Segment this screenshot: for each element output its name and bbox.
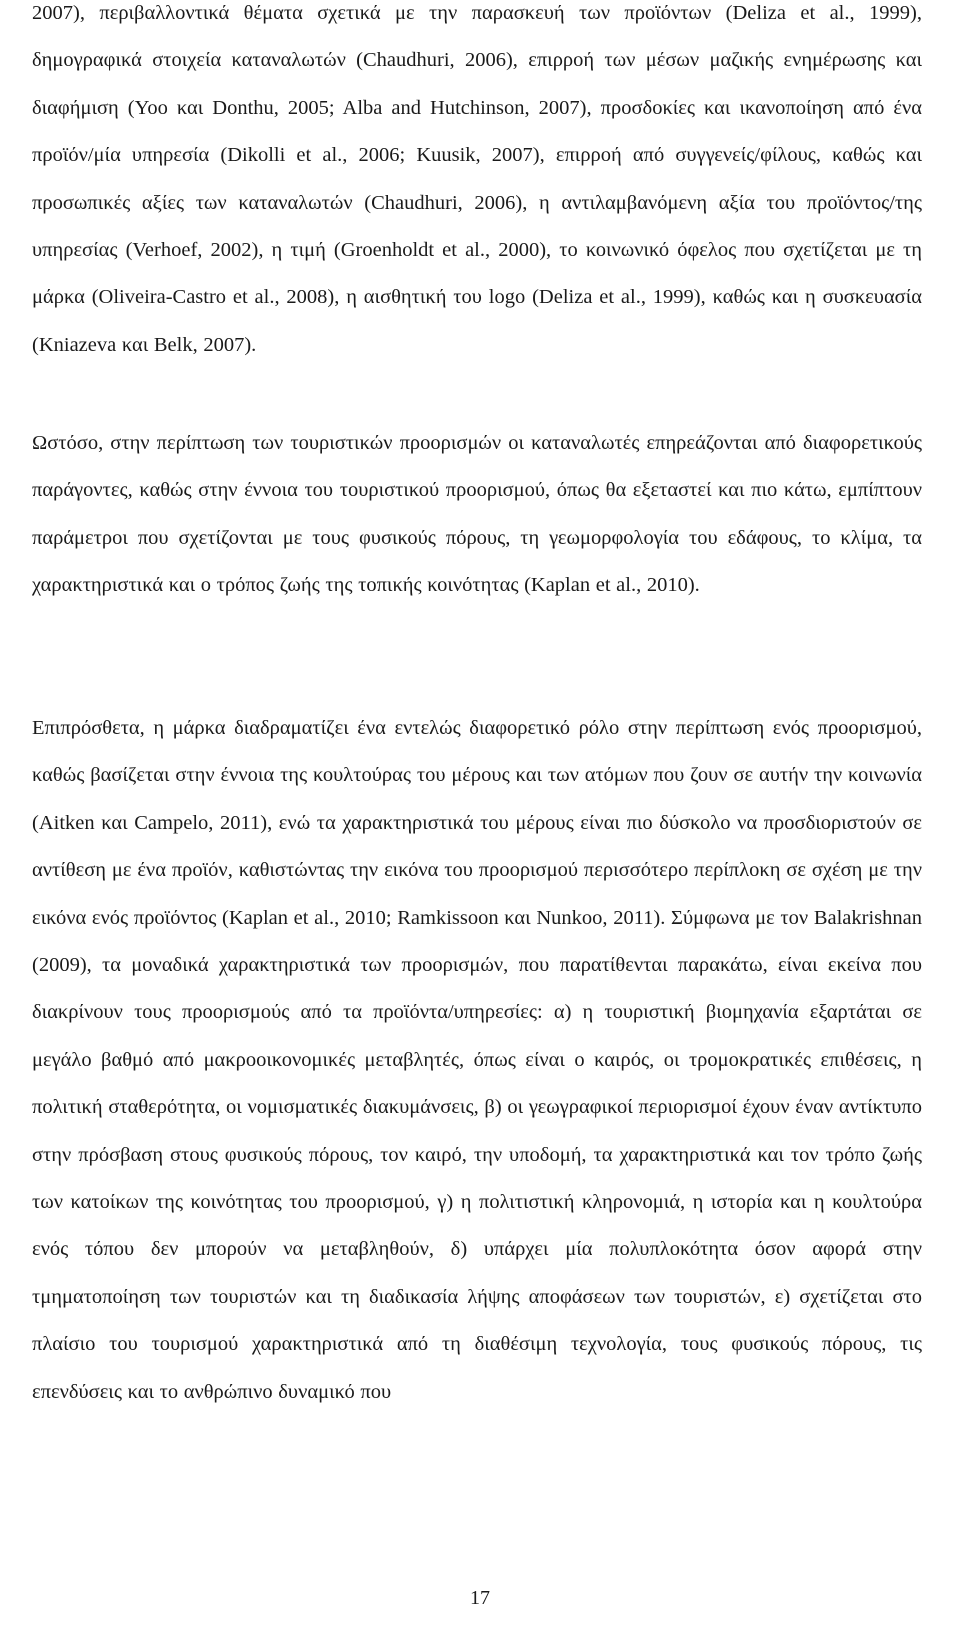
paragraph-consumer-factors: 2007), περιβαλλοντικά θέματα σχετικά με την παρασκευή των προϊόντων (Deliza et al., 1999), δημογραφικά στοιχεία καταναλωτών (Chaudhuri, 2006), επιρροή των μέσων μαζικής ενημέρωσης και διαφήμιση (Yoo και Donthu, 2005; Alba and Hutchinson, 2007), προσδοκίες και ικανοποίηση από ένα προϊόν/μία υπηρεσία (Dikolli et al., 2006; Kuusik, 2007), επιρροή από συγγενείς/φίλους, καθώς και προσωπικές αξίες των καταναλωτών (Chaudhuri, 2006), η αντιλαμβανόμενη αξία του προϊόντος/της υπηρεσίας (Verhoef, 2002), η τιμή (Groenholdt et al., 2000), το κοινωνικό όφελος που σχετίζεται με τη μάρκα (Oliveira-Castro et al., 2008), η αισθητική του logo (Deliza et al., 1999), καθώς και η συσκευασία (Kniazeva και Belk, 2007). xyxy=(32,2,922,356)
paragraph-destination-brand: Επιπρόσθετα, η μάρκα διαδραματίζει ένα εντελώς διαφορετικό ρόλο στην περίπτωση ενός προορισμού, καθώς βασίζεται στην έννοια της κουλτούρας του μέρους και των ατόμων που ζουν σε αυτήν την κοινωνία (Aitken και Campelo, 2011), ενώ τα χαρακτηριστικά του μέρους είναι πιο δύσκολο να προσδιοριστούν σε αντίθεση με ένα προϊόν, καθιστώντας την εικόνα του προορισμού περισσότερο περίπλοκη σε σχέση με την εικόνα ενός προϊόντος (Kaplan et al., 2010; Ramkissoon και Nunkoo, 2011). Σύμφωνα με τον Balakrishnan (2009), τα μοναδικά χαρακτηριστικά των προορισμών, που παρατίθενται παρακάτω, είναι εκείνα που διακρίνουν τους προορισμούς από τα προϊόντα/υπηρεσίες: α) η τουριστική βιομηχανία εξαρτάται σε μεγάλο βαθμό από μακροοικονομικές μεταβλητές, όπως είναι ο καιρός, οι τρομοκρατικές επιθέσεις, η πολιτική σταθερότητα, οι νομισματικές διακυμάνσεις, β) οι γεωγραφικοί περιορισμοί έχουν έναν αντίκτυπο στην πρόσβαση στους φυσικούς πόρους, τον καιρό, την υποδομή, τα χαρακτηριστικά και τον τρόπο ζωής των κατοίκων της κοινότητας του προορισμού, γ) η πολιτιστική κληρονομιά, η ιστορία και η κουλτούρα ενός τόπου δεν μπορούν να μεταβληθούν, δ) υπάρχει μία πολυπλοκότητα όσον αφορά στην τμηματοποίηση των τουριστών και τη διαδικασία λήψης αποφάσεων των τουριστών, ε) σχετίζεται στο πλαίσιο του τουρισμού χαρακτηριστικά από τη διαθέσιμη τεχνολογία, τους φυσικούς πόρους, τις επενδύσεις και το ανθρώπινο δυναμικό που xyxy=(32,717,922,1403)
page-number: 17 xyxy=(470,1587,490,1609)
paragraph-tourist-destinations: Ωστόσο, στην περίπτωση των τουριστικών προορισμών οι καταναλωτές επηρεάζονται από διαφορετικούς παράγοντες, καθώς στην έννοια του τουριστικού προορισμού, όπως θα εξεταστεί και πιο κάτω, εμπίπτουν παράμετροι που σχετίζονται με τους φυσικούς πόρους, τη γεωμορφολογία του εδάφους, το κλίμα, τα χαρακτηριστικά και ο τρόπος ζωής της τοπικής κοινότητας (Kaplan et al., 2010). xyxy=(32,432,922,597)
